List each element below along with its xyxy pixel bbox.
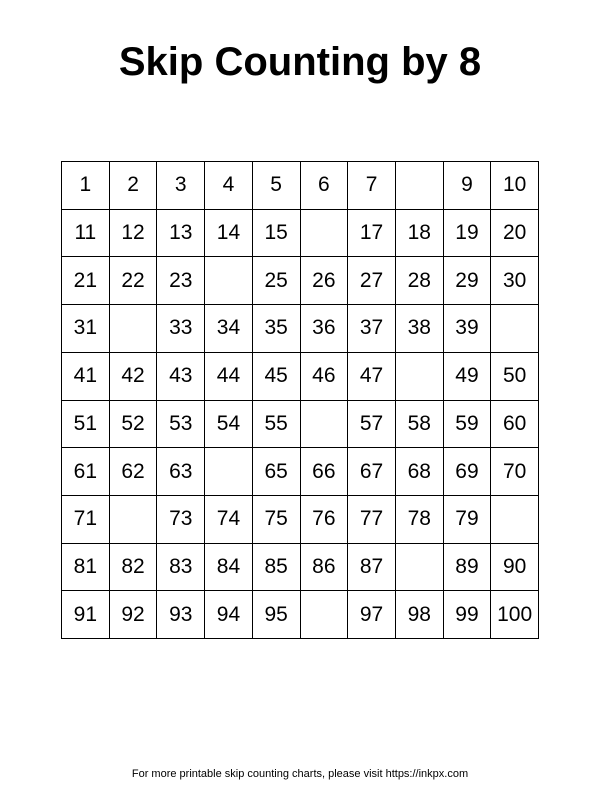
number-cell: 71 <box>62 496 110 544</box>
number-cell: 14 <box>205 210 253 258</box>
number-cell: 73 <box>157 496 205 544</box>
number-cell: 29 <box>444 257 492 305</box>
number-cell: 10 <box>491 162 539 210</box>
number-cell: 37 <box>348 305 396 353</box>
number-cell: 34 <box>205 305 253 353</box>
number-cell: 55 <box>253 401 301 449</box>
blank-cell[interactable] <box>301 210 349 258</box>
number-cell: 49 <box>444 353 492 401</box>
number-cell: 15 <box>253 210 301 258</box>
number-cell: 59 <box>444 401 492 449</box>
number-cell: 21 <box>62 257 110 305</box>
number-cell: 91 <box>62 591 110 639</box>
number-cell: 63 <box>157 448 205 496</box>
number-cell: 45 <box>253 353 301 401</box>
number-cell: 82 <box>110 544 158 592</box>
number-cell: 35 <box>253 305 301 353</box>
number-cell: 12 <box>110 210 158 258</box>
number-cell: 79 <box>444 496 492 544</box>
page-title: Skip Counting by 8 <box>118 40 482 84</box>
blank-cell[interactable] <box>110 305 158 353</box>
blank-cell[interactable] <box>491 496 539 544</box>
number-cell: 19 <box>444 210 492 258</box>
blank-cell[interactable] <box>301 401 349 449</box>
number-cell: 66 <box>301 448 349 496</box>
number-cell: 28 <box>396 257 444 305</box>
blank-cell[interactable] <box>396 544 444 592</box>
number-cell: 100 <box>491 591 539 639</box>
number-cell: 47 <box>348 353 396 401</box>
number-cell: 70 <box>491 448 539 496</box>
number-cell: 83 <box>157 544 205 592</box>
number-cell: 53 <box>157 401 205 449</box>
number-cell: 13 <box>157 210 205 258</box>
number-cell: 5 <box>253 162 301 210</box>
number-cell: 7 <box>348 162 396 210</box>
blank-cell[interactable] <box>396 162 444 210</box>
number-cell: 84 <box>205 544 253 592</box>
blank-cell[interactable] <box>301 591 349 639</box>
number-cell: 39 <box>444 305 492 353</box>
blank-cell[interactable] <box>396 353 444 401</box>
blank-cell[interactable] <box>205 448 253 496</box>
number-cell: 30 <box>491 257 539 305</box>
number-cell: 65 <box>253 448 301 496</box>
number-cell: 52 <box>110 401 158 449</box>
number-cell: 92 <box>110 591 158 639</box>
number-cell: 95 <box>253 591 301 639</box>
number-cell: 26 <box>301 257 349 305</box>
number-cell: 93 <box>157 591 205 639</box>
number-cell: 50 <box>491 353 539 401</box>
number-cell: 41 <box>62 353 110 401</box>
number-cell: 42 <box>110 353 158 401</box>
blank-cell[interactable] <box>491 305 539 353</box>
number-cell: 94 <box>205 591 253 639</box>
number-cell: 81 <box>62 544 110 592</box>
blank-cell[interactable] <box>205 257 253 305</box>
number-cell: 78 <box>396 496 444 544</box>
number-grid <box>61 161 539 639</box>
number-cell: 38 <box>396 305 444 353</box>
number-cell: 43 <box>157 353 205 401</box>
footer-note: For more printable skip counting charts, please visit https://inkpx.com <box>131 768 469 780</box>
number-cell: 31 <box>62 305 110 353</box>
number-cell: 60 <box>491 401 539 449</box>
number-cell: 74 <box>205 496 253 544</box>
number-cell: 90 <box>491 544 539 592</box>
number-cell: 75 <box>253 496 301 544</box>
number-cell: 46 <box>301 353 349 401</box>
blank-cell[interactable] <box>110 496 158 544</box>
number-cell: 17 <box>348 210 396 258</box>
number-cell: 23 <box>157 257 205 305</box>
number-cell: 6 <box>301 162 349 210</box>
number-cell: 76 <box>301 496 349 544</box>
number-cell: 69 <box>444 448 492 496</box>
number-cell: 89 <box>444 544 492 592</box>
number-cell: 11 <box>62 210 110 258</box>
number-cell: 86 <box>301 544 349 592</box>
number-cell: 97 <box>348 591 396 639</box>
number-cell: 77 <box>348 496 396 544</box>
number-cell: 54 <box>205 401 253 449</box>
number-cell: 18 <box>396 210 444 258</box>
number-cell: 44 <box>205 353 253 401</box>
number-cell: 20 <box>491 210 539 258</box>
number-cell: 27 <box>348 257 396 305</box>
number-cell: 61 <box>62 448 110 496</box>
number-cell: 3 <box>157 162 205 210</box>
number-cell: 62 <box>110 448 158 496</box>
number-cell: 2 <box>110 162 158 210</box>
number-cell: 22 <box>110 257 158 305</box>
number-cell: 99 <box>444 591 492 639</box>
number-cell: 33 <box>157 305 205 353</box>
number-cell: 1 <box>62 162 110 210</box>
number-cell: 98 <box>396 591 444 639</box>
number-cell: 68 <box>396 448 444 496</box>
number-cell: 57 <box>348 401 396 449</box>
number-cell: 87 <box>348 544 396 592</box>
number-cell: 36 <box>301 305 349 353</box>
number-cell: 58 <box>396 401 444 449</box>
number-cell: 67 <box>348 448 396 496</box>
number-cell: 85 <box>253 544 301 592</box>
number-cell: 51 <box>62 401 110 449</box>
number-cell: 9 <box>444 162 492 210</box>
number-cell: 25 <box>253 257 301 305</box>
number-cell: 4 <box>205 162 253 210</box>
